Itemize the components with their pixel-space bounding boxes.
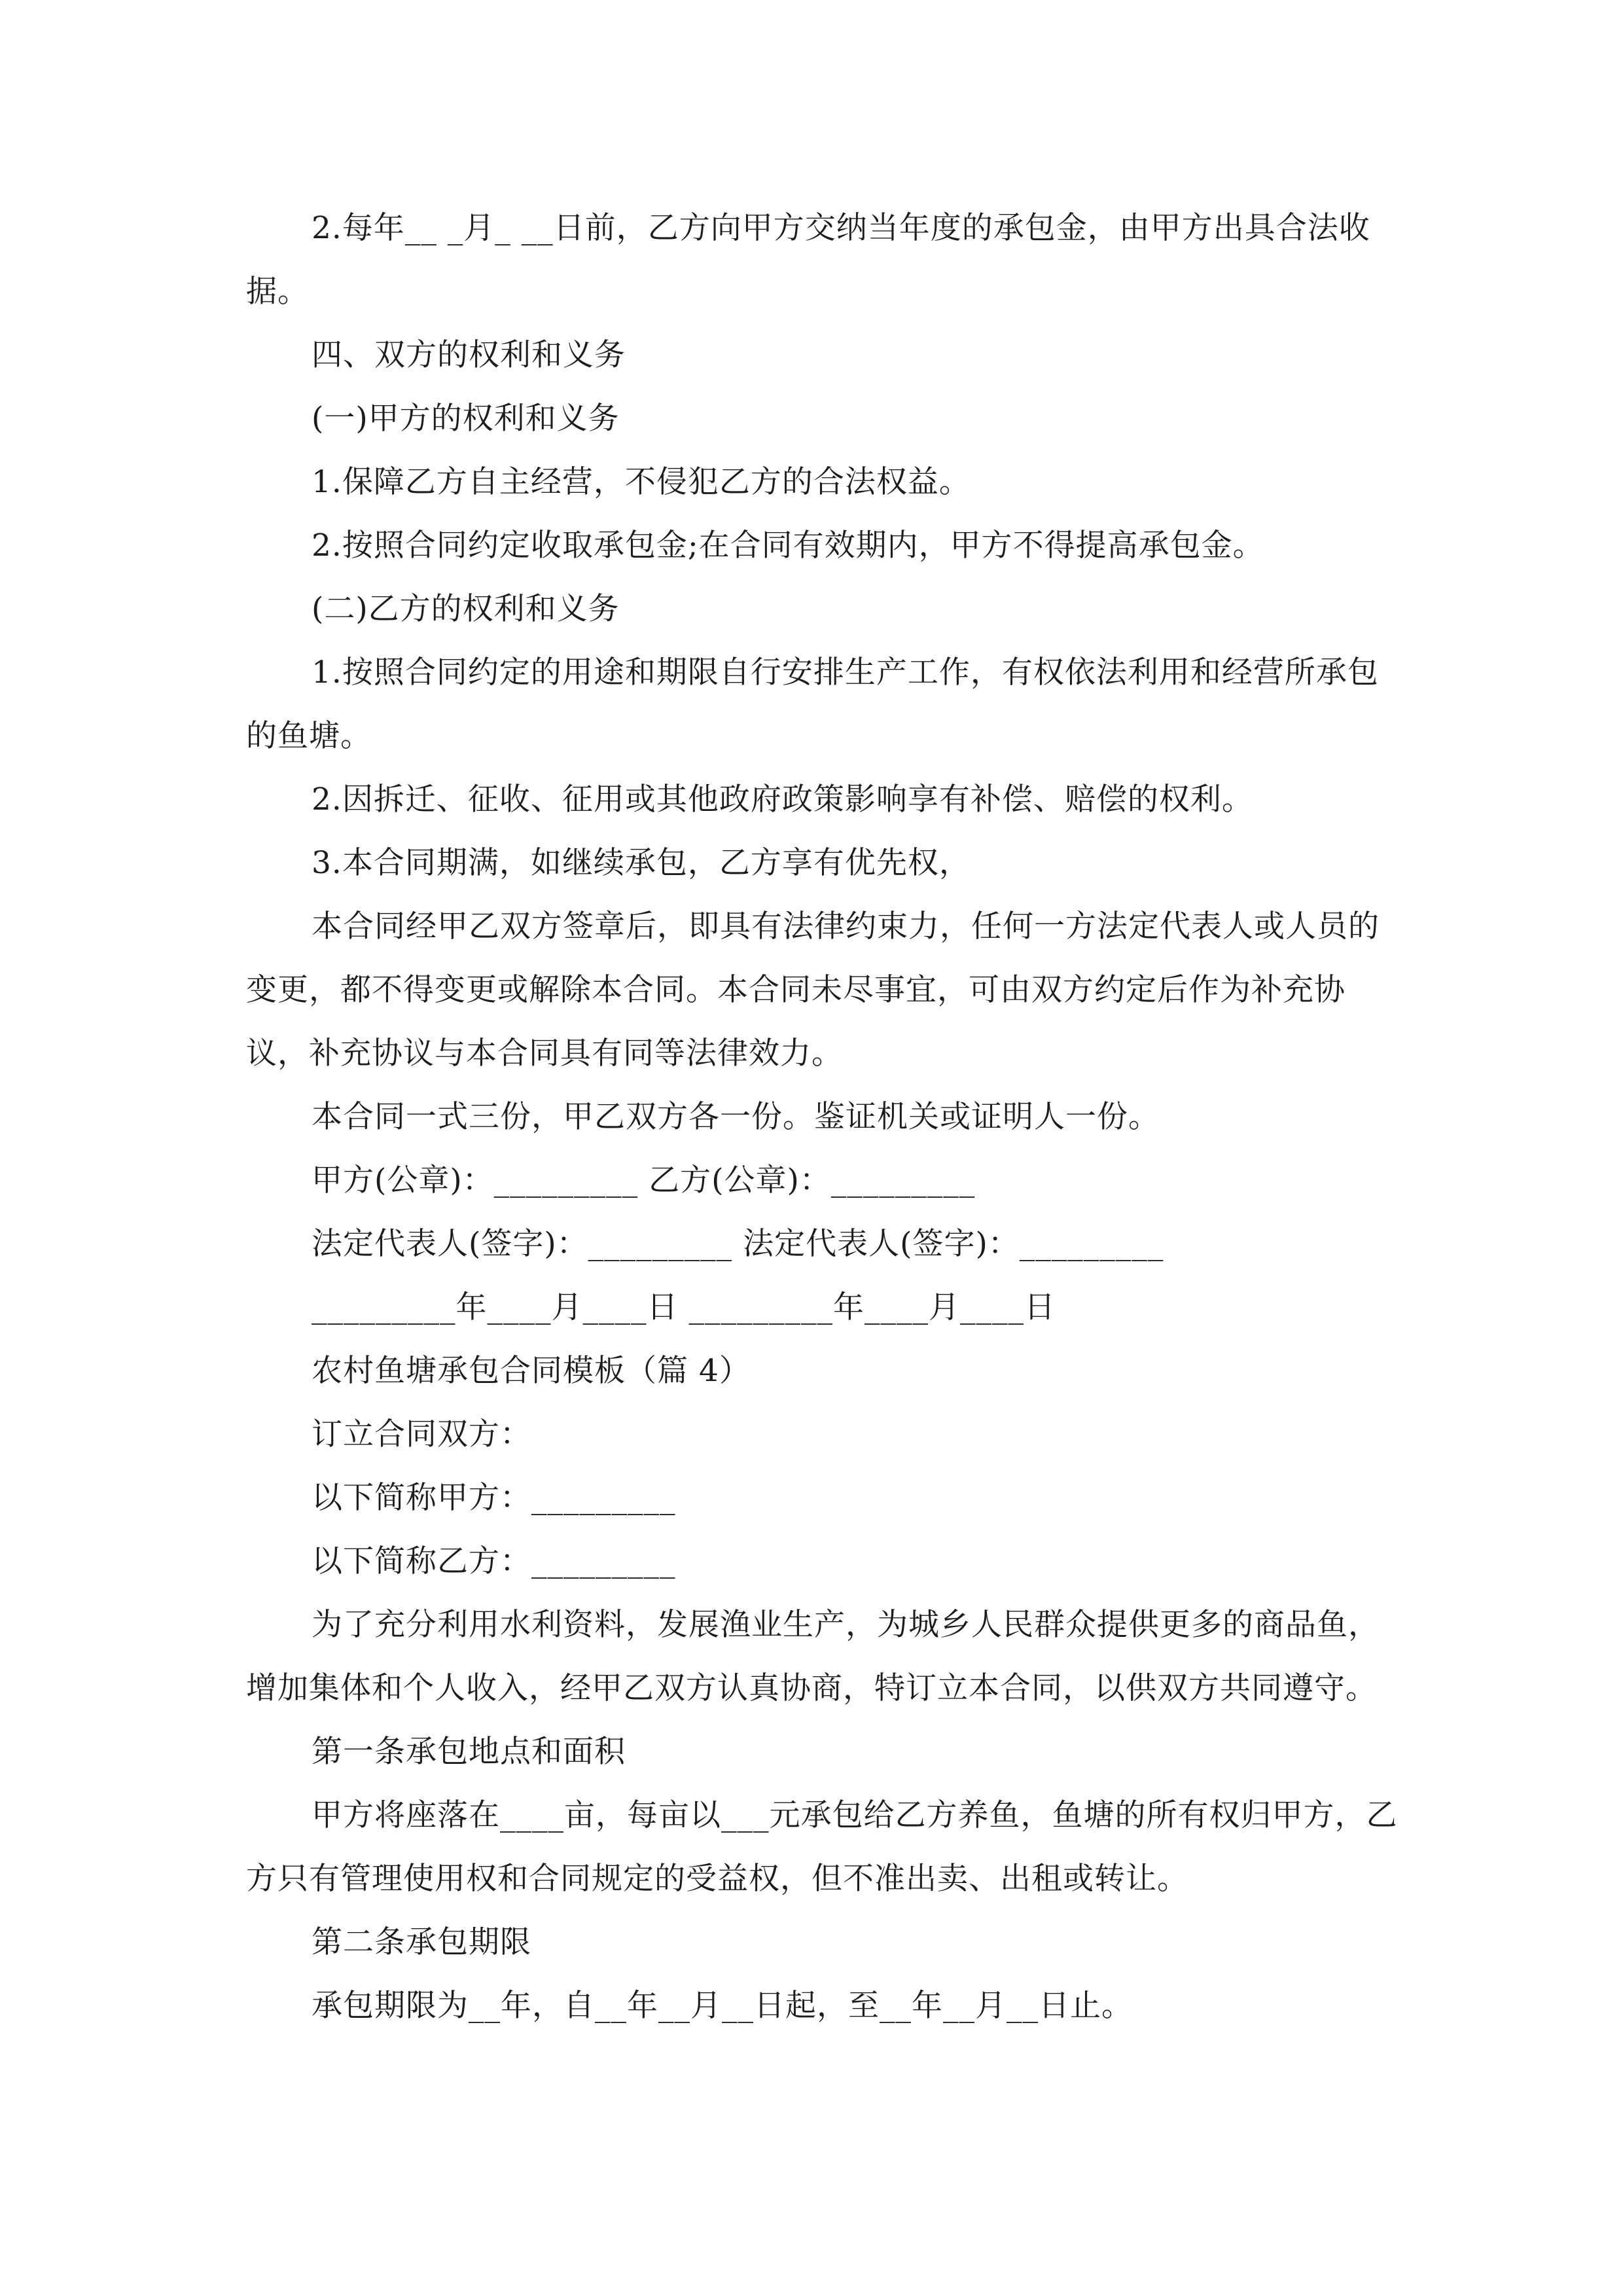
subsection-heading-party-a: (一)甲方的权利和义务: [312, 401, 620, 437]
clause-party-a-1: 1.保障乙方自主经营，不侵犯乙方的合法权益。: [312, 464, 971, 500]
paragraph-legal-effect: 本合同经甲乙双方签章后，即具有法律约束力，任何一方法定代表人或人员的变更，都不得变更或解除本合同。本合同未尽事宜，可由双方约定后作为补充协议，补充协议与本合同具有同等法律效力。: [246, 908, 1380, 1071]
paragraph-copies: 本合同一式三份，甲乙双方各一份。鉴证机关或证明人一份。: [312, 1099, 1160, 1135]
article-2-heading: 第二条承包期限: [312, 1924, 531, 1960]
clause-party-b-3: 3.本合同期满，如继续承包，乙方享有优先权，: [312, 845, 971, 881]
paragraph-payment-date: 2.每年__ _月_ __日前，乙方向甲方交纳当年度的承包金，由甲方出具合法收据。: [246, 210, 1370, 310]
party-b-line: 以下简称乙方：_________: [312, 1543, 676, 1579]
article-1-heading: 第一条承包地点和面积: [312, 1734, 626, 1770]
article-2-body: 承包期限为__年，自__年__月__日起，至__年__月__日止。: [312, 1988, 1133, 2024]
signature-seal-line: 甲方(公章)：_________ 乙方(公章)：_________: [312, 1162, 976, 1198]
document-body: [246, 196, 1398, 2037]
clause-party-b-2: 2.因拆迁、征收、征用或其他政府政策影响享有补偿、赔偿的权利。: [312, 781, 1253, 817]
contract-title-4: 农村鱼塘承包合同模板（篇 4）: [312, 1353, 751, 1389]
article-1-body: 甲方将座落在____亩，每亩以___元承包给乙方养鱼，鱼塘的所有权归甲方，乙方只有管理使用权和合同规定的受益权，但不准出卖、出租或转让。: [246, 1797, 1398, 1897]
signature-representative-line: 法定代表人(签字)：_________ 法定代表人(签字)：_________: [312, 1226, 1164, 1262]
signature-date-line: _________年____月____日 _________年____月____日: [312, 1289, 1056, 1325]
parties-heading: 订立合同双方：: [312, 1416, 531, 1452]
clause-party-a-2: 2.按照合同约定收取承包金;在合同有效期内，甲方不得提高承包金。: [312, 528, 1264, 564]
clause-party-b-1: 1.按照合同约定的用途和期限自行安排生产工作，有权依法利用和经营所承包的鱼塘。: [246, 655, 1379, 754]
party-a-line: 以下简称甲方：_________: [312, 1480, 676, 1516]
section-heading-rights: 四、双方的权利和义务: [312, 337, 626, 373]
paragraph-purpose: 为了充分利用水利资料，发展渔业生产，为城乡人民群众提供更多的商品鱼，增加集体和个人收入，经甲乙双方认真协商，特订立本合同，以供双方共同遵守。: [246, 1607, 1380, 1706]
subsection-heading-party-b: (二)乙方的权利和义务: [312, 591, 620, 627]
